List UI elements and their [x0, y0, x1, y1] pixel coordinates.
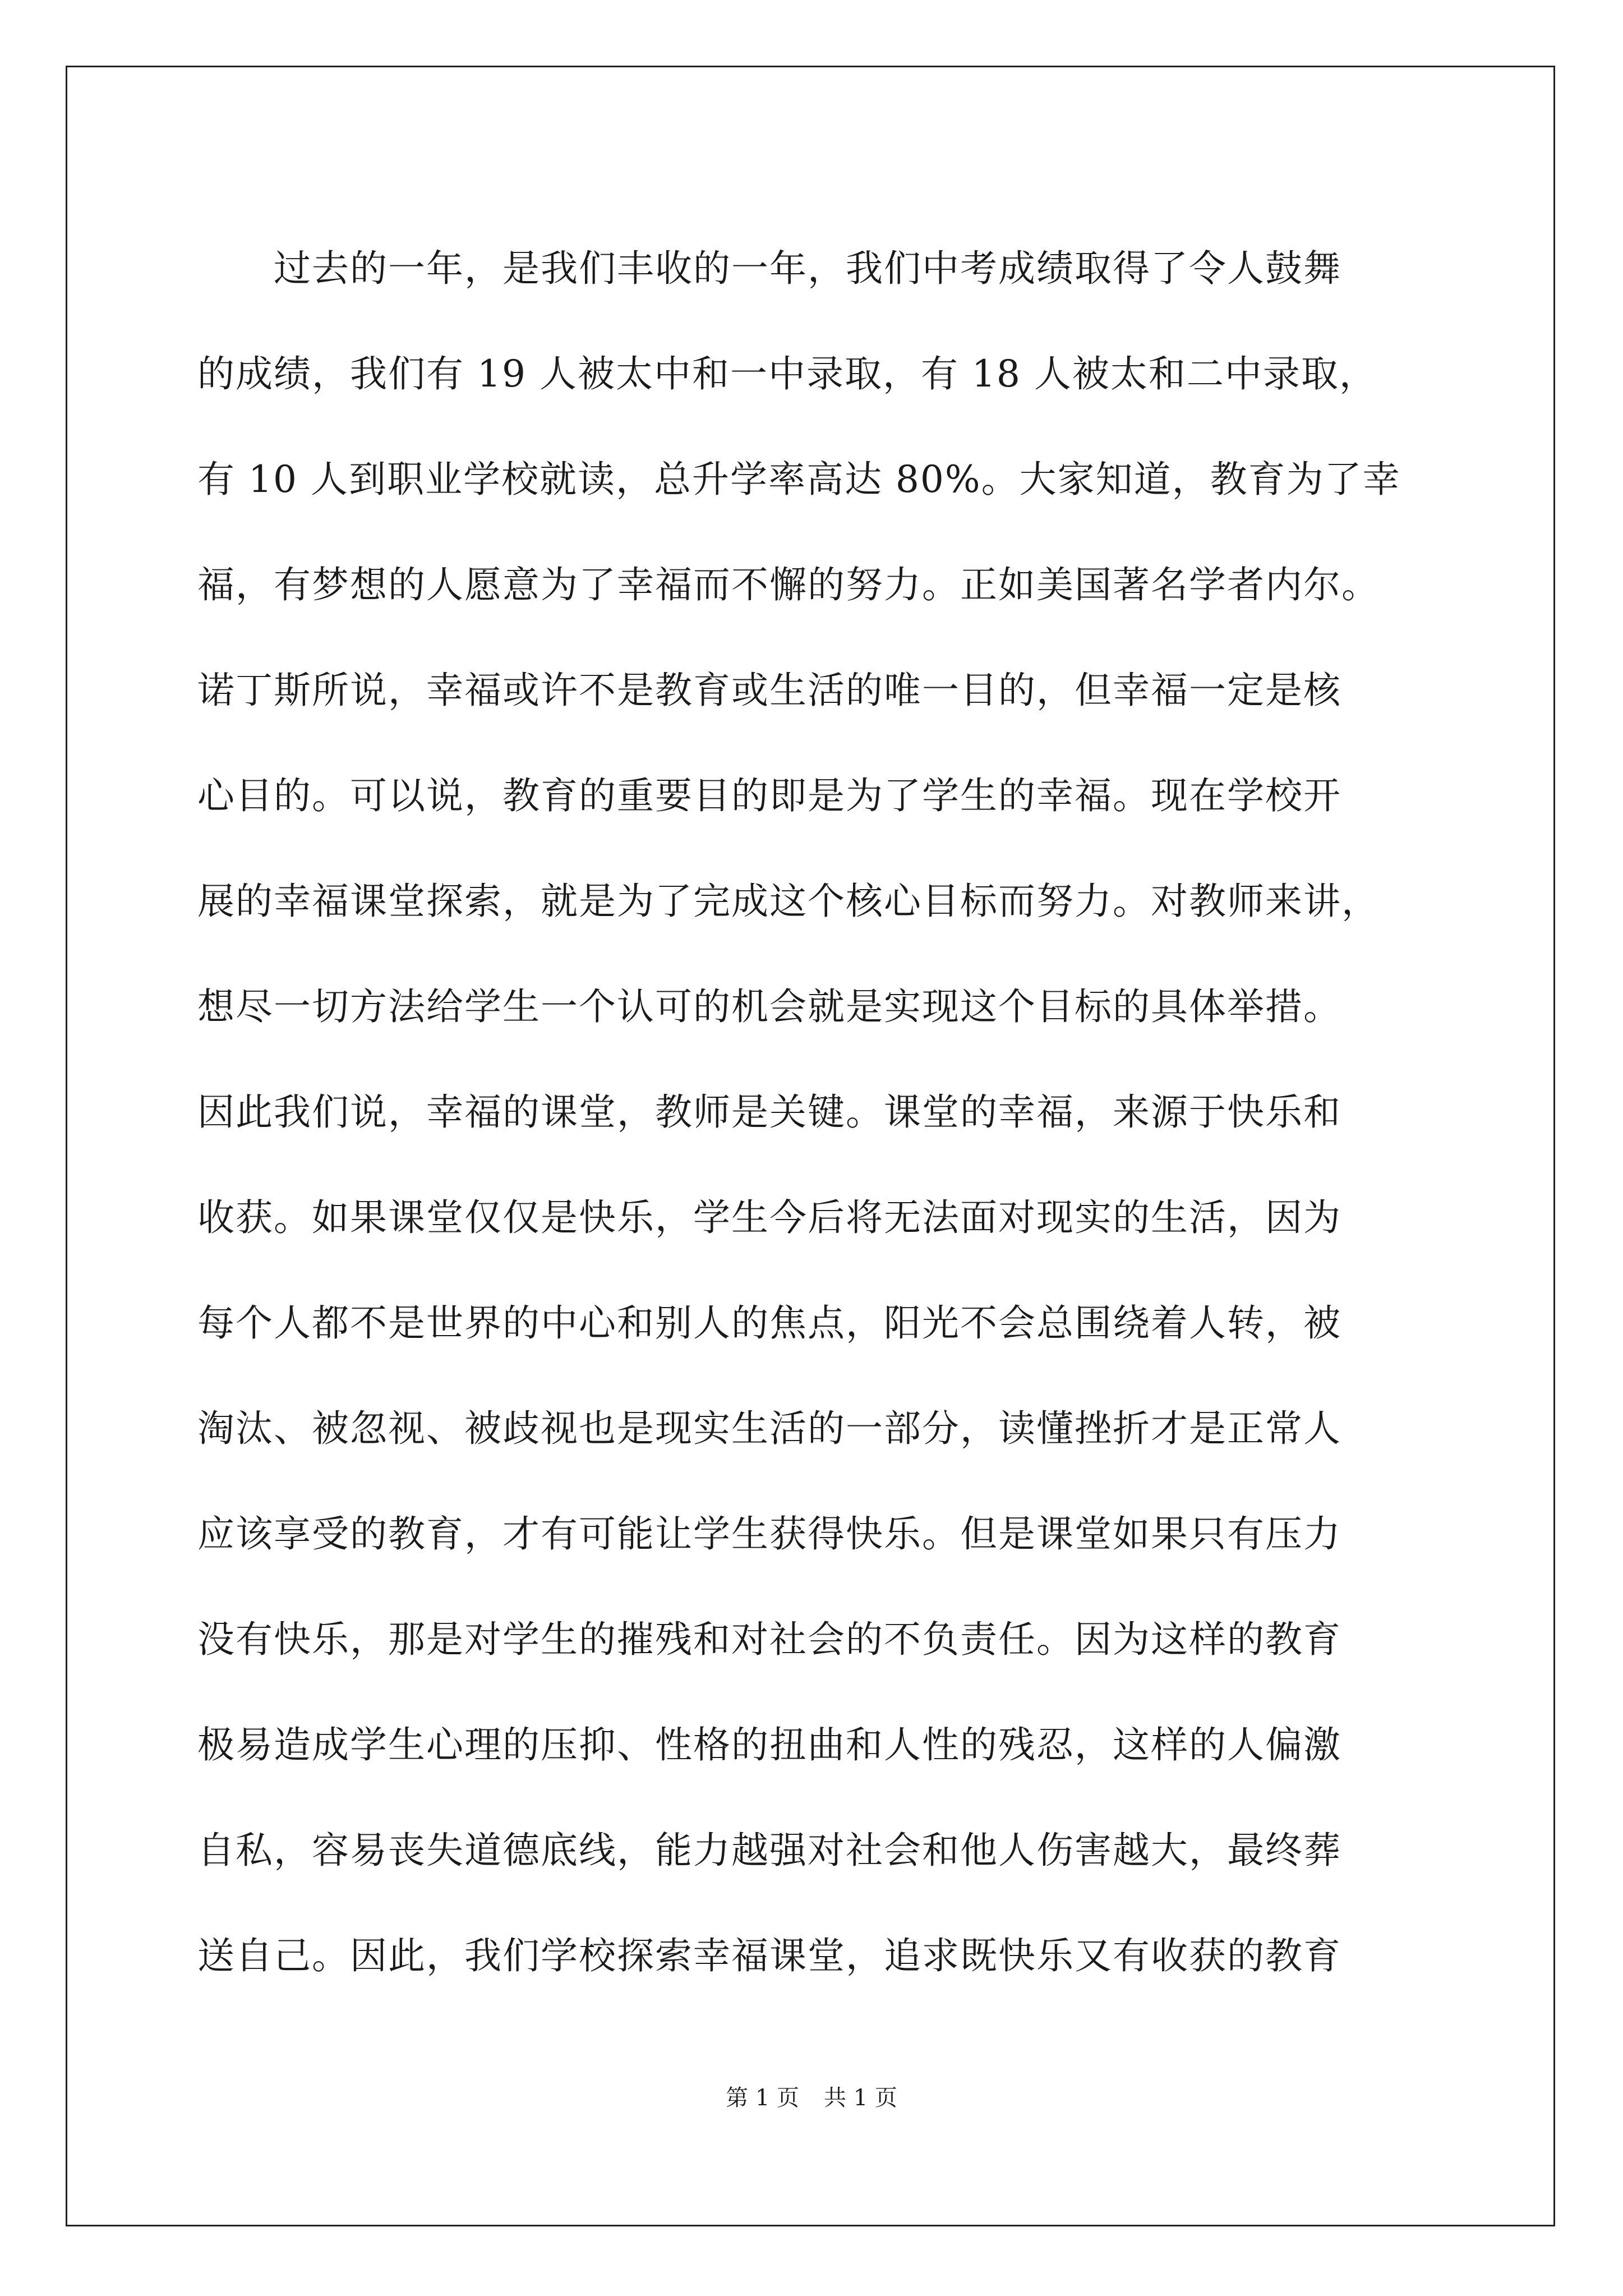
- text-line: 诺丁斯所说，幸福或许不是教育或生活的唯一目的，但幸福一定是核: [197, 669, 1341, 712]
- text-line: 过去的一年，是我们丰收的一年，我们中考成绩取得了令人鼓舞: [197, 247, 1341, 290]
- text-line: 想尽一切方法给学生一个认可的机会就是实现这个目标的具体举措。: [197, 985, 1341, 1028]
- text-line: 送自己。因此，我们学校探索幸福课堂，追求既快乐又有收获的教育: [197, 1934, 1341, 1977]
- page-footer: [0, 2081, 1623, 2115]
- text-line: 每个人都不是世界的中心和别人的焦点，阳光不会总围绕着人转，被: [197, 1301, 1341, 1345]
- text-line: 收获。如果课堂仅仅是快乐，学生今后将无法面对现实的生活，因为: [197, 1196, 1341, 1239]
- text-line: 福，有梦想的人愿意为了幸福而不懈的努力。正如美国著名学者内尔。: [197, 563, 1380, 606]
- text-line: 极易造成学生心理的压抑、性格的扭曲和人性的残忍，这样的人偏激: [197, 1723, 1341, 1766]
- text-line: 没有快乐，那是对学生的摧残和对社会的不负责任。因为这样的教育: [197, 1618, 1341, 1661]
- text-line: 应该享受的教育，才有可能让学生获得快乐。但是课堂如果只有压力: [197, 1512, 1341, 1556]
- body-text: [197, 216, 1454, 2009]
- text-line: 自私，容易丧失道德底线，能力越强对社会和他人伤害越大，最终葬: [197, 1829, 1341, 1872]
- page-total: 共 1 页: [824, 2085, 897, 2111]
- page-number: 第 1 页: [726, 2085, 799, 2111]
- text-line: 展的幸福课堂探索，就是为了完成这个核心目标而努力。对教师来讲，: [197, 880, 1380, 923]
- text-line: 有 10 人到职业学校就读，总升学率高达 80%。大家知道，教育为了幸: [197, 458, 1401, 501]
- text-line: 因此我们说，幸福的课堂，教师是关键。课堂的幸福，来源于快乐和: [197, 1091, 1341, 1134]
- text-line: 心目的。可以说，教育的重要目的即是为了学生的幸福。现在学校开: [197, 774, 1341, 817]
- text-line: 的成绩，我们有 19 人被太中和一中录取，有 18 人被太和二中录取，: [197, 352, 1377, 395]
- text-line: 淘汰、被忽视、被歧视也是现实生活的一部分，读懂挫折才是正常人: [197, 1407, 1341, 1450]
